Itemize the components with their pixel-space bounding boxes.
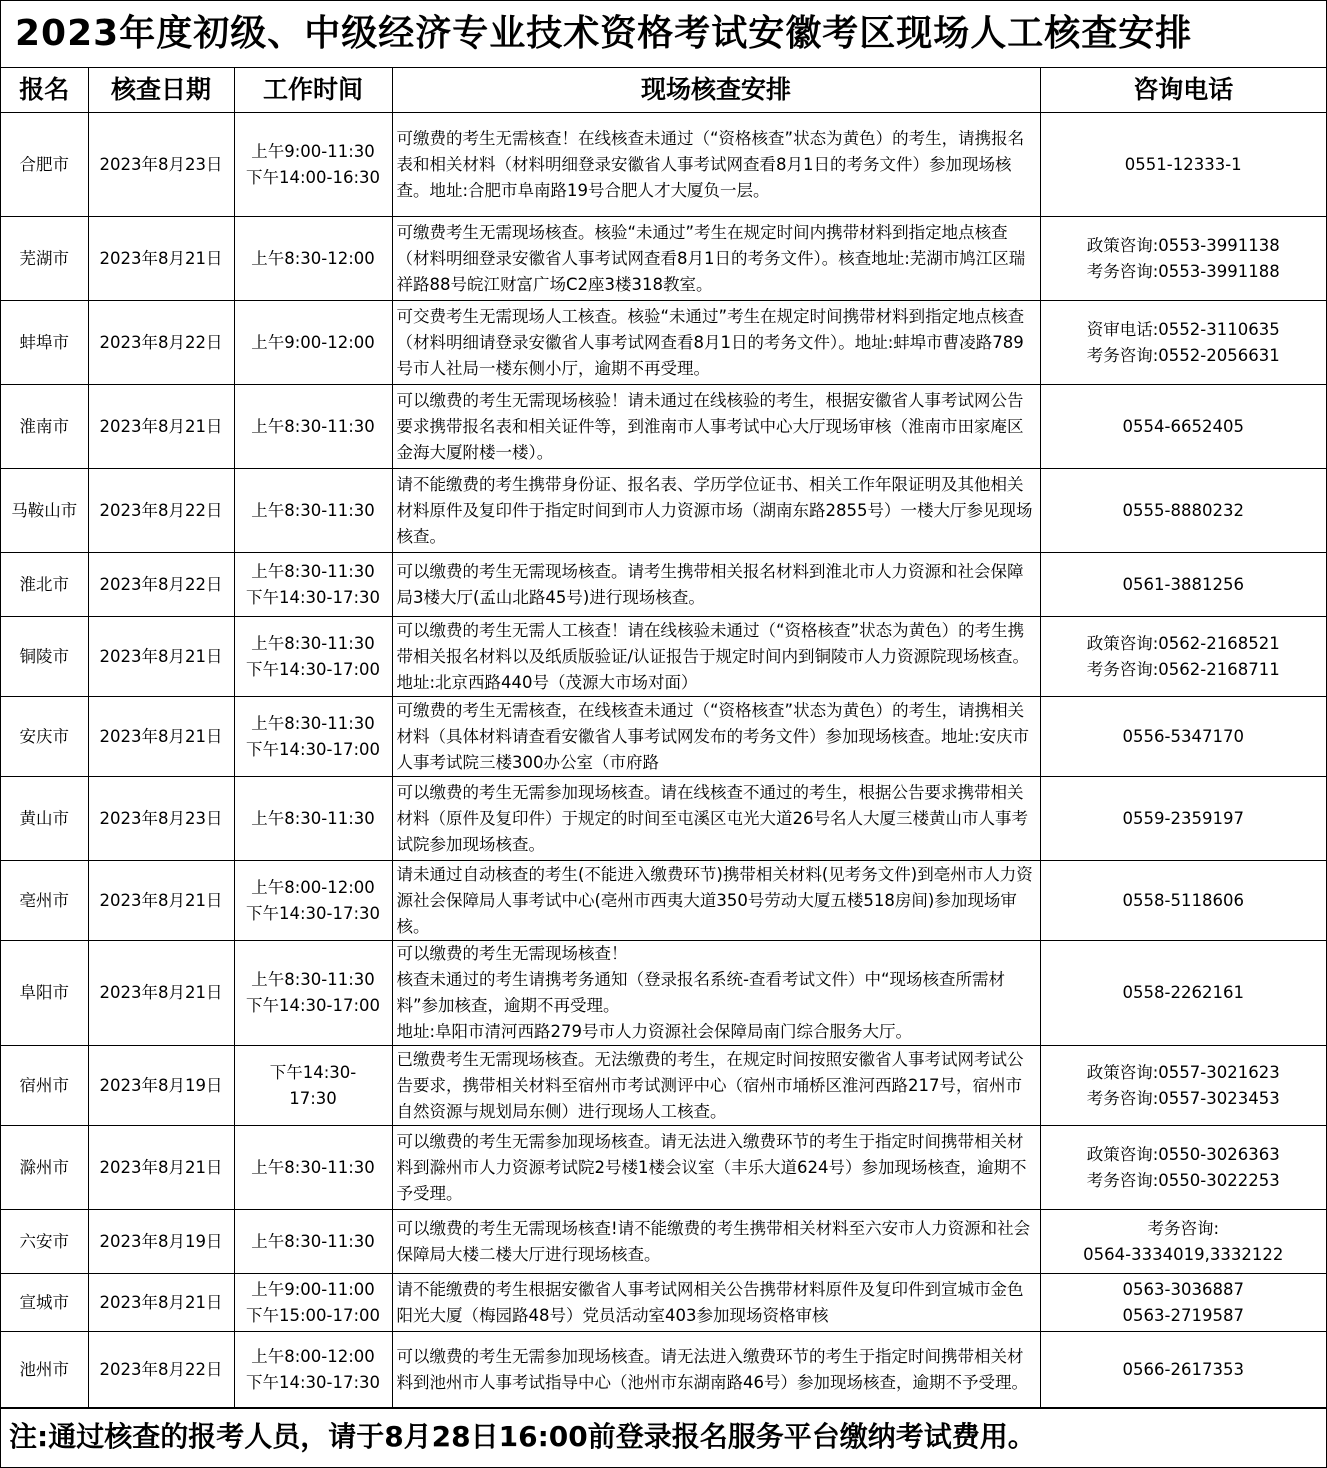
time-line: 下午14:30-17:30 <box>245 587 381 607</box>
phone-line: 0558-2262161 <box>1122 983 1244 1002</box>
time-cell <box>234 861 392 941</box>
time-cell <box>234 113 392 217</box>
time-cell <box>234 1274 392 1332</box>
arrangement-text: 可以缴费的考生无需现场核查！ <box>396 944 628 963</box>
arrangement-cell <box>392 553 1040 617</box>
arrangement-text: 可以缴费的考生无需现场核查。请考生携带相关报名材料到淮北市人力资源和社会保障局3楼大厅(孟山北路45号)进行现场核查。 <box>396 561 1024 607</box>
arrangement-text: 可以缴费的考生无需现场核验！请未通过在线核验的考生，根据安徽省人事考试网公告要求携带报名表和相关证件等，到淮南市人事考试中心大厅现场审核（淮南市田家庵区金海大厦附楼一楼）。 <box>396 390 1024 462</box>
arrangement-cell <box>392 301 1040 385</box>
phone-cell <box>1040 1274 1326 1332</box>
date-cell: 2023年8月21日 <box>88 617 234 697</box>
phone-line: 考务咨询: <box>1147 1218 1220 1238</box>
table-row <box>1 1046 1326 1126</box>
header-phone: 咨询电话 <box>1040 68 1326 113</box>
arrangement-cell <box>392 941 1040 1046</box>
arrangement-text: 请未通过自动核查的考生(不能进入缴费环节)携带相关材料(见考务文件)到亳州市人力资源社会保障局人事考试中心(亳州市西夷大道350号劳动大厦五楼518房间)参加现场审核。 <box>396 864 1033 936</box>
time-line: 上午8:30-11:30 <box>251 1231 375 1251</box>
time-line: 上午8:30-11:30 <box>251 500 375 520</box>
time-line: 上午8:30-11:30 <box>251 416 375 436</box>
arrangement-cell <box>392 697 1040 777</box>
city-cell: 铜陵市 <box>1 617 88 697</box>
time-cell <box>234 469 392 553</box>
time-line: 上午8:30-12:00 <box>251 248 375 268</box>
page-title: 2023年度初级、中级经济专业技术资格考试安徽考区现场人工核查安排 <box>1 1 1326 68</box>
time-line: 上午8:30-11:30 <box>251 633 375 653</box>
city-cell: 滁州市 <box>1 1126 88 1210</box>
arrangement-text: 可以缴费的考生无需参加现场核查。请在线核查不通过的考生，根据公告要求携带相关材料（原件及复印件）于规定的时间至屯溪区屯光大道26号名人大厦三楼黄山市人事考试院参加现场核查。 <box>396 782 1028 854</box>
header-arrangement: 现场核查安排 <box>392 68 1040 113</box>
time-line: 上午8:30-11:30 <box>251 561 375 581</box>
date-cell: 2023年8月21日 <box>88 217 234 301</box>
arrangement-cell <box>392 1274 1040 1332</box>
time-line: 下午14:30-17:00 <box>245 659 381 679</box>
table-row <box>1 617 1326 697</box>
header-city: 报名 <box>1 68 88 113</box>
table-row <box>1 861 1326 941</box>
table-row <box>1 697 1326 777</box>
arrangement-cell <box>392 617 1040 697</box>
date-cell: 2023年8月21日 <box>88 1274 234 1332</box>
phone-line: 考务咨询:0552-2056631 <box>1086 345 1280 365</box>
arrangement-text: 可以缴费的考生无需参加现场核查。请无法进入缴费环节的考生于指定时间携带相关材料到滁州市人力资源考试院2号楼1楼会议室（丰乐大道624号）参加现场核查，逾期不予受理。 <box>396 1131 1027 1203</box>
arrangement-text: 地址:阜阳市清河西路279号市人力资源社会保障局南门综合服务大厅。 <box>396 1022 913 1041</box>
city-cell: 马鞍山市 <box>1 469 88 553</box>
phone-line: 资审电话:0552-3110635 <box>1086 319 1280 339</box>
phone-line: 0556-5347170 <box>1122 726 1244 746</box>
city-cell: 宣城市 <box>1 1274 88 1332</box>
time-line: 上午8:30-11:30 <box>251 970 375 989</box>
arrangement-cell <box>392 777 1040 861</box>
date-cell: 2023年8月21日 <box>88 941 234 1046</box>
arrangement-cell <box>392 217 1040 301</box>
date-cell: 2023年8月19日 <box>88 1210 234 1274</box>
city-cell: 阜阳市 <box>1 941 88 1046</box>
table-row <box>1 1126 1326 1210</box>
phone-line: 考务咨询:0557-3023453 <box>1086 1088 1280 1108</box>
arrangement-cell <box>392 469 1040 553</box>
phone-cell <box>1040 777 1326 861</box>
city-cell: 蚌埠市 <box>1 301 88 385</box>
date-cell: 2023年8月19日 <box>88 1046 234 1126</box>
phone-cell <box>1040 301 1326 385</box>
time-line: 下午14:30-17:00 <box>245 996 381 1015</box>
arrangement-cell <box>392 861 1040 941</box>
time-line: 下午14:30-17:00 <box>245 739 381 759</box>
date-cell: 2023年8月21日 <box>88 385 234 469</box>
phone-cell <box>1040 113 1326 217</box>
time-line: 下午15:00-17:00 <box>245 1305 381 1325</box>
schedule-table <box>1 68 1326 1408</box>
time-line: 17:30 <box>289 1088 337 1108</box>
header-row <box>1 68 1326 113</box>
city-cell: 黄山市 <box>1 777 88 861</box>
phone-line: 考务咨询:0562-2168711 <box>1086 659 1280 679</box>
city-cell: 淮北市 <box>1 553 88 617</box>
arrangement-text: 可缴费的考生无需核查！在线核查未通过（“资格核查”状态为黄色）的考生，请携报名表和相关材料（材料明细登录安徽省人事考试网查看8月1日的考务文件）参加现场核查。地址:合肥市阜南路19号合肥人才大厦负一层。 <box>396 128 1025 200</box>
city-cell: 淮南市 <box>1 385 88 469</box>
phone-line: 考务咨询:0550-3022253 <box>1086 1170 1280 1190</box>
phone-cell <box>1040 1332 1326 1408</box>
date-cell: 2023年8月21日 <box>88 1126 234 1210</box>
time-line: 下午14:30- <box>269 1062 357 1082</box>
table-row <box>1 1274 1326 1332</box>
date-cell: 2023年8月22日 <box>88 469 234 553</box>
city-cell: 安庆市 <box>1 697 88 777</box>
city-cell: 池州市 <box>1 1332 88 1408</box>
phone-line: 0555-8880232 <box>1122 500 1244 520</box>
phone-line: 0559-2359197 <box>1122 808 1244 828</box>
phone-line: 0554-6652405 <box>1122 416 1244 436</box>
time-cell <box>234 617 392 697</box>
phone-line: 0566-2617353 <box>1122 1359 1244 1379</box>
phone-line: 政策咨询:0562-2168521 <box>1086 633 1280 653</box>
date-cell: 2023年8月23日 <box>88 777 234 861</box>
table-row <box>1 1210 1326 1274</box>
time-line: 上午8:00-12:00 <box>251 877 375 897</box>
time-cell <box>234 1332 392 1408</box>
phone-cell <box>1040 217 1326 301</box>
phone-cell <box>1040 469 1326 553</box>
date-cell: 2023年8月21日 <box>88 697 234 777</box>
city-cell: 芜湖市 <box>1 217 88 301</box>
time-line: 上午9:00-11:30 <box>251 141 375 161</box>
time-line: 上午8:30-11:30 <box>251 808 375 828</box>
arrangement-cell <box>392 1046 1040 1126</box>
arrangement-text: 可以缴费的考生无需现场核查!请不能缴费的考生携带相关材料至六安市人力资源和社会保障局大楼二楼大厅进行现场核查。 <box>396 1218 1031 1264</box>
phone-cell <box>1040 1126 1326 1210</box>
arrangement-text: 请不能缴费的考生携带身份证、报名表、学历学位证书、相关工作年限证明及其他相关材料原件及复印件于指定时间到市人力资源市场（湖南东路2855号）一楼大厅参见现场核查。 <box>396 474 1033 546</box>
time-cell <box>234 777 392 861</box>
date-cell: 2023年8月22日 <box>88 1332 234 1408</box>
time-line: 上午8:30-11:30 <box>251 713 375 733</box>
table-row <box>1 301 1326 385</box>
time-line: 下午14:30-17:30 <box>245 903 381 923</box>
date-cell: 2023年8月21日 <box>88 861 234 941</box>
time-cell <box>234 1210 392 1274</box>
arrangement-cell <box>392 1126 1040 1210</box>
city-cell: 六安市 <box>1 1210 88 1274</box>
time-cell <box>234 301 392 385</box>
time-cell <box>234 553 392 617</box>
arrangement-text: 可缴费考生无需现场核查。核验“未通过”考生在规定时间内携带材料到指定地点核查（材料明细登录安徽省人事考试网查看8月1日的考务文件）。核查地址:芜湖市鸠江区瑞祥路88号皖江财富广场C2座3楼318教室。 <box>396 222 1026 294</box>
phone-line: 0563-2719587 <box>1122 1305 1244 1325</box>
phone-line: 考务咨询:0553-3991188 <box>1086 261 1280 281</box>
phone-line: 政策咨询:0553-3991138 <box>1086 235 1280 255</box>
time-line: 上午8:30-11:30 <box>251 1157 375 1177</box>
table-row <box>1 1332 1326 1408</box>
city-cell: 亳州市 <box>1 861 88 941</box>
table-row <box>1 113 1326 217</box>
time-cell <box>234 1126 392 1210</box>
phone-line: 政策咨询:0557-3021623 <box>1086 1062 1280 1082</box>
phone-line: 0558-5118606 <box>1122 890 1244 910</box>
time-cell <box>234 385 392 469</box>
time-line: 上午9:00-12:00 <box>251 332 375 352</box>
phone-cell <box>1040 861 1326 941</box>
phone-line: 0551-12333-1 <box>1124 154 1242 174</box>
arrangement-cell <box>392 1210 1040 1274</box>
phone-cell <box>1040 1210 1326 1274</box>
phone-cell <box>1040 697 1326 777</box>
arrangement-cell <box>392 385 1040 469</box>
phone-cell <box>1040 385 1326 469</box>
table-row <box>1 553 1326 617</box>
arrangement-text: 可以缴费的考生无需人工核查！请在线核验未通过（“资格核查”状态为黄色）的考生携带相关报名材料以及纸质版验证/认证报告于规定时间内到铜陵市人力资源院现场核查。地址:北京西路440号（茂源大市场对面） <box>396 620 1030 692</box>
time-line: 下午14:30-17:30 <box>245 1372 381 1392</box>
header-date: 核查日期 <box>88 68 234 113</box>
phone-line: 0564-3334019,3332122 <box>1083 1244 1284 1264</box>
date-cell: 2023年8月23日 <box>88 113 234 217</box>
city-cell: 宿州市 <box>1 1046 88 1126</box>
date-cell: 2023年8月22日 <box>88 553 234 617</box>
arrangement-text: 核查未通过的考生请携考务通知（登录报名系统-查看考试文件）中“现场核查所需材料”参加核查，逾期不再受理。 <box>396 970 1006 1015</box>
table-row <box>1 777 1326 861</box>
table-row <box>1 217 1326 301</box>
time-cell <box>234 217 392 301</box>
phone-cell <box>1040 617 1326 697</box>
arrangement-text: 可以缴费的考生无需参加现场核查。请无法进入缴费环节的考生于指定时间携带相关材料到池州市人事考试指导中心（池州市东湖南路46号）参加现场核查，逾期不予受理。 <box>396 1346 1028 1392</box>
phone-cell <box>1040 1046 1326 1126</box>
table-row <box>1 941 1326 1046</box>
arrangement-text: 已缴费考生无需现场核查。无法缴费的考生，在规定时间按照安徽省人事考试网考试公告要求，携带相关材料至宿州市考试测评中心（宿州市埇桥区淮河西路217号，宿州市自然资源与规划局东侧）进行现场人工核查。 <box>396 1049 1024 1121</box>
header-time: 工作时间 <box>234 68 392 113</box>
time-cell <box>234 1046 392 1126</box>
time-line: 下午14:00-16:30 <box>245 167 381 187</box>
arrangement-cell <box>392 1332 1040 1408</box>
arrangement-cell <box>392 113 1040 217</box>
phone-line: 政策咨询:0550-3026363 <box>1086 1144 1280 1164</box>
footer-note: 注:通过核查的报考人员，请于8月28日16:00前登录报名服务平台缴纳考试费用。 <box>1 1408 1326 1464</box>
time-line: 上午8:00-12:00 <box>251 1346 375 1366</box>
arrangement-text: 可缴费的考生无需核查，在线核查未通过（“资格核查”状态为黄色）的考生，请携相关材料（具体材料请查看安徽省人事考试网发布的考务文件）参加现场核查。地址:安庆市人事考试院三楼300办公室（市府路 <box>396 700 1030 772</box>
arrangement-text: 请不能缴费的考生根据安徽省人事考试网相关公告携带材料原件及复印件到宣城市金色阳光大厦（梅园路48号）党员活动室403参加现场资格审核 <box>396 1279 1024 1325</box>
arrangement-text: 可交费考生无需现场人工核查。核验“未通过”考生在规定时间携带材料到指定地点核查（材料明细请登录安徽省人事考试网查看8月1日的考务文件）。地址:蚌埠市曹凌路789号市人社局一楼东侧小厅，逾期不再受理。 <box>396 306 1025 378</box>
time-cell <box>234 697 392 777</box>
time-line: 上午9:00-11:00 <box>251 1279 375 1299</box>
table-row <box>1 385 1326 469</box>
city-cell: 合肥市 <box>1 113 88 217</box>
phone-cell <box>1040 941 1326 1046</box>
phone-line: 0563-3036887 <box>1122 1279 1244 1299</box>
time-cell <box>234 941 392 1046</box>
table-row <box>1 469 1326 553</box>
phone-line: 0561-3881256 <box>1122 574 1244 594</box>
date-cell: 2023年8月22日 <box>88 301 234 385</box>
phone-cell <box>1040 553 1326 617</box>
